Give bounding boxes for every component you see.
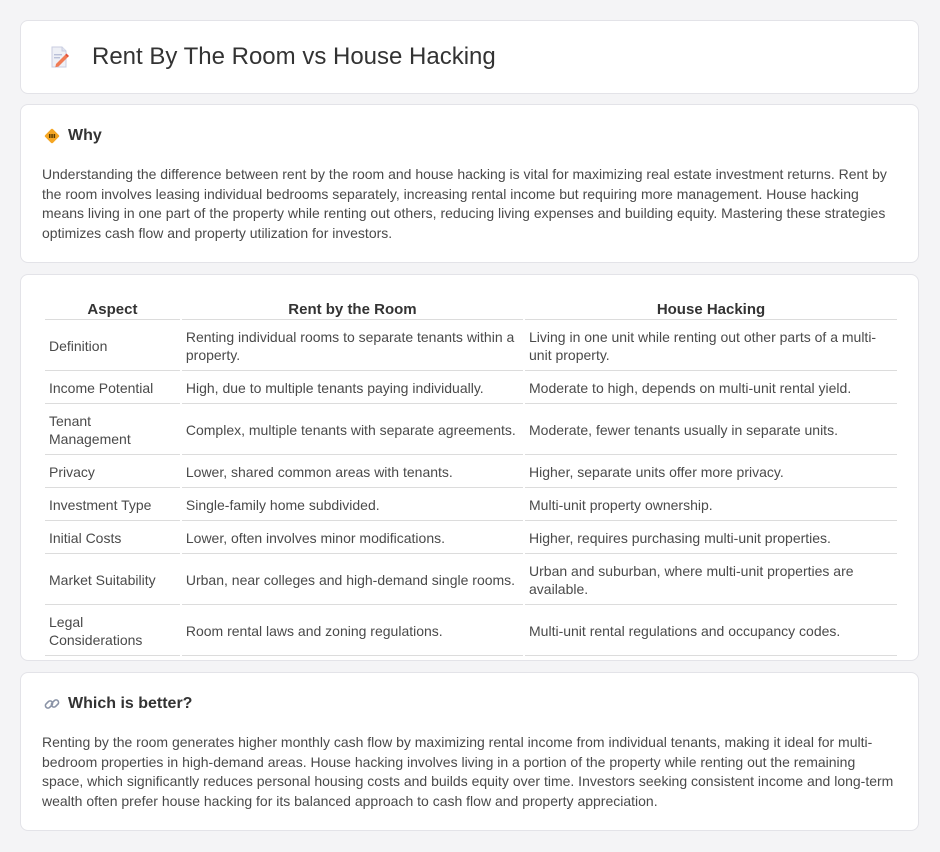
hacking-cell: Moderate to high, depends on multi-unit rental yield. bbox=[525, 373, 897, 404]
aspect-cell: Income Potential bbox=[45, 373, 180, 404]
table-row bbox=[45, 457, 897, 488]
header-aspect: Aspect bbox=[45, 298, 180, 320]
aspect-cell: Investment Type bbox=[45, 490, 180, 521]
rent-cell: Renting individual rooms to separate tenants within a property. bbox=[182, 322, 523, 371]
aspect-cell: Definition bbox=[45, 322, 180, 371]
rent-cell: High, due to multiple tenants paying individually. bbox=[182, 373, 523, 404]
table-row bbox=[45, 556, 897, 605]
why-section bbox=[20, 104, 919, 263]
rent-cell: Lower, often involves minor modifications. bbox=[182, 523, 523, 554]
hacking-cell: Multi-unit rental regulations and occupancy codes. bbox=[525, 607, 897, 656]
aspect-cell: Market Suitability bbox=[45, 556, 180, 605]
which-is-better-section bbox=[20, 672, 919, 831]
table-row bbox=[45, 607, 897, 656]
header-house-hacking: House Hacking bbox=[525, 298, 897, 320]
comparison-card bbox=[20, 274, 919, 661]
link-icon bbox=[43, 695, 61, 713]
hacking-cell: Higher, requires purchasing multi-unit properties. bbox=[525, 523, 897, 554]
hacking-cell: Moderate, fewer tenants usually in separate units. bbox=[525, 406, 897, 455]
table-row bbox=[45, 322, 897, 371]
table-row bbox=[45, 406, 897, 455]
comparison-table bbox=[43, 296, 899, 658]
page-title: Rent By The Room vs House Hacking bbox=[92, 43, 496, 70]
table-row bbox=[45, 490, 897, 521]
rent-cell: Urban, near colleges and high-demand single rooms. bbox=[182, 556, 523, 605]
aspect-cell: Legal Considerations bbox=[45, 607, 180, 656]
hacking-cell: Living in one unit while renting out other parts of a multi-unit property. bbox=[525, 322, 897, 371]
rent-cell: Single-family home subdivided. bbox=[182, 490, 523, 521]
why-heading: Why bbox=[68, 127, 102, 144]
table-header-row bbox=[45, 298, 897, 320]
aspect-cell: Privacy bbox=[45, 457, 180, 488]
rent-cell: Complex, multiple tenants with separate agreements. bbox=[182, 406, 523, 455]
table-row bbox=[45, 523, 897, 554]
why-text: Understanding the difference between rent by the room and house hacking is vital for maximizing real estate investment returns. Rent by the room involves leasing individual bedrooms separately, increasing rental income but requiring more management. House hacking means living in one part of the property while renting out others, reducing living expenses and building equity. Mastering these strategies optimizes cash flow and property utilization for investors. bbox=[42, 166, 887, 241]
header-rent-by-room: Rent by the Room bbox=[182, 298, 523, 320]
rent-cell: Lower, shared common areas with tenants. bbox=[182, 457, 523, 488]
hacking-cell: Multi-unit property ownership. bbox=[525, 490, 897, 521]
diamond-sign-icon bbox=[43, 127, 61, 145]
document-pencil-icon bbox=[47, 45, 71, 69]
hacking-cell: Urban and suburban, where multi-unit properties are available. bbox=[525, 556, 897, 605]
aspect-cell: Tenant Management bbox=[45, 406, 180, 455]
hacking-cell: Higher, separate units offer more privacy. bbox=[525, 457, 897, 488]
aspect-cell: Initial Costs bbox=[45, 523, 180, 554]
better-heading: Which is better? bbox=[68, 695, 193, 712]
table-row bbox=[45, 373, 897, 404]
header-card bbox=[20, 20, 919, 94]
rent-cell: Room rental laws and zoning regulations. bbox=[182, 607, 523, 656]
better-text: Renting by the room generates higher monthly cash flow by maximizing rental income from individual tenants, making it ideal for multi-bedroom properties in high-demand areas. House hacking involves living in a portion of the property while renting out the remaining space, which significantly reduces personal housing costs and builds equity over time. Investors seeking consistent income and long-term wealth often prefer house hacking for its balanced approach to cash flow and property appreciation. bbox=[42, 734, 894, 809]
